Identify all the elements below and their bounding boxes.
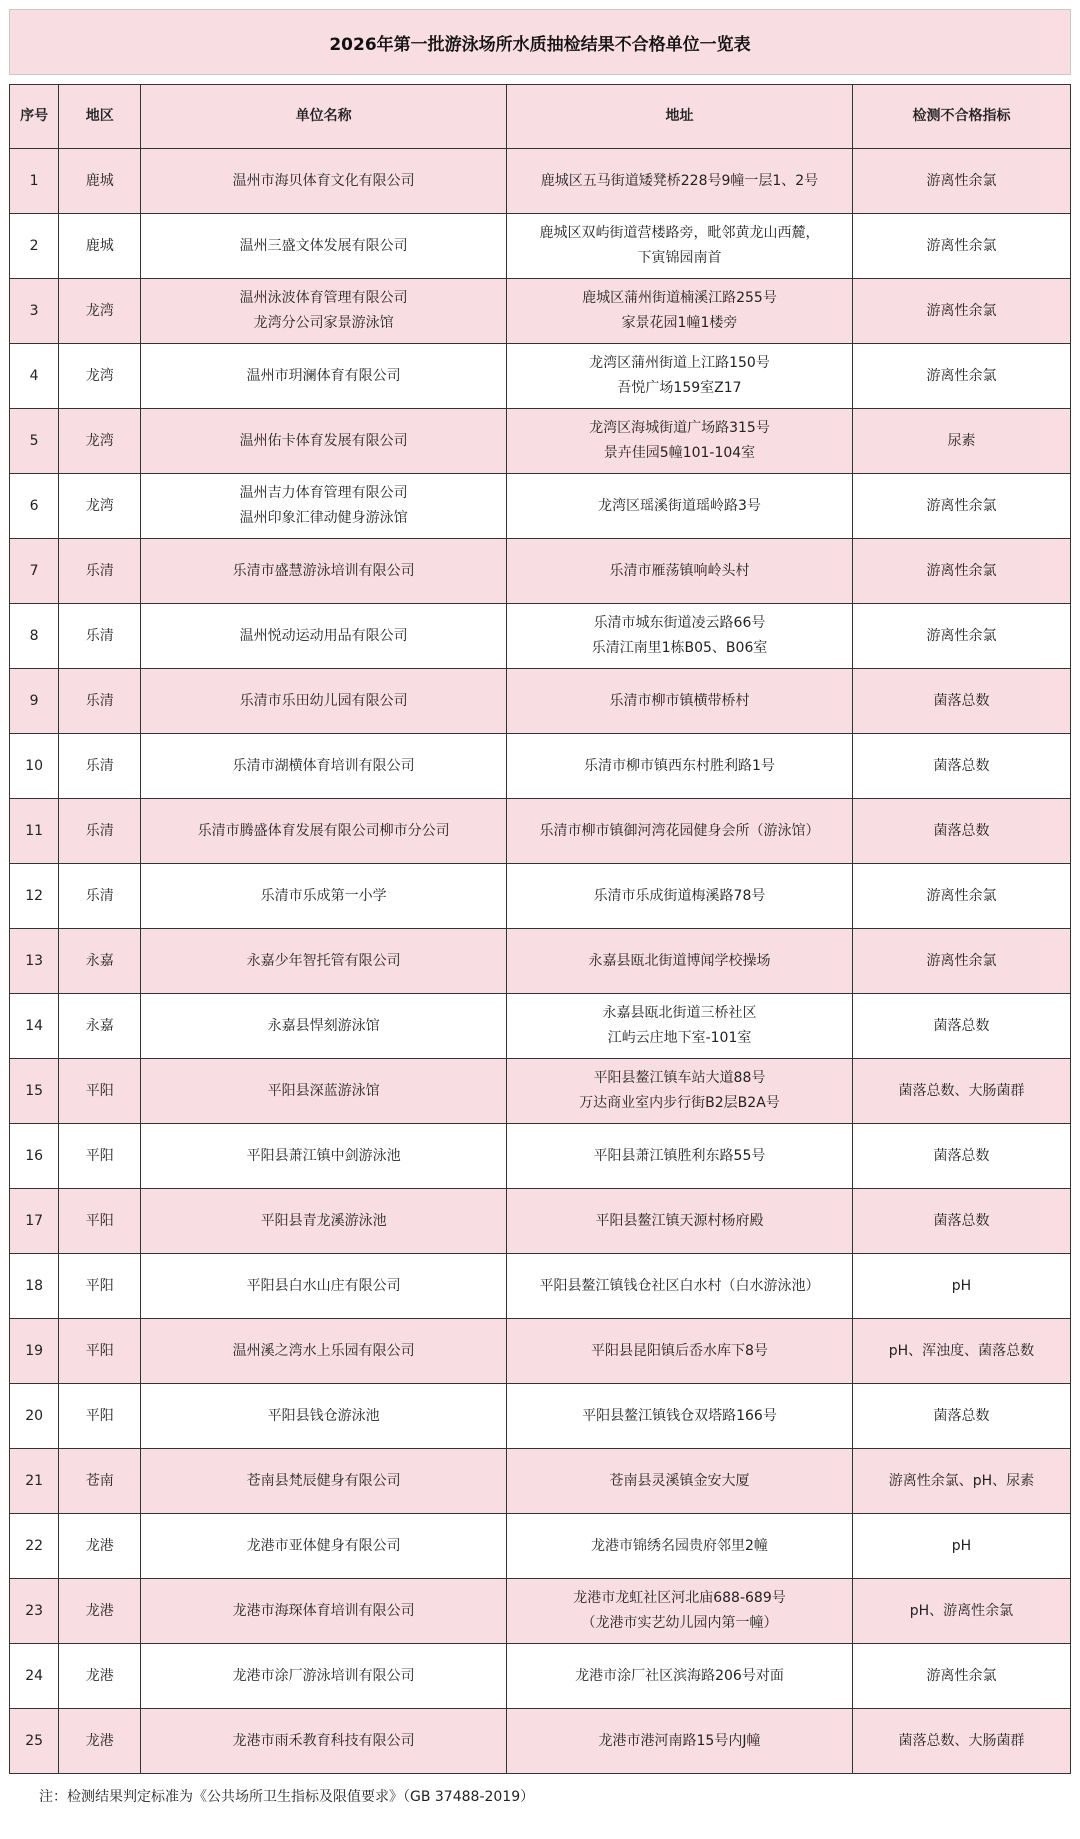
cell-address — [507, 799, 853, 864]
cell-name-line: 乐清市乐成第一小学 — [260, 887, 387, 904]
cell-no: 8 — [10, 604, 59, 669]
cell-area: 乐清 — [59, 864, 141, 929]
cell-address — [507, 1644, 853, 1709]
cell-name-line: 温州印象汇律动健身游泳馆 — [239, 510, 408, 526]
cell-address-line: 乐清市城东街道凌云路66号 — [593, 615, 766, 631]
cell-name — [141, 799, 507, 864]
cell-area: 永嘉 — [59, 929, 141, 994]
cell-name — [141, 474, 507, 539]
cell-name-line: 乐清市腾盛体育发展有限公司柳市分公司 — [197, 822, 450, 839]
table-row — [10, 1514, 1071, 1579]
cell-address-line: 乐清江南里1栋B05、B06室 — [591, 640, 768, 656]
cell-no: 14 — [10, 994, 59, 1059]
table-row — [10, 994, 1071, 1059]
cell-no: 6 — [10, 474, 59, 539]
cell-address — [507, 1579, 853, 1644]
cell-area: 龙湾 — [59, 344, 141, 409]
cell-address — [507, 734, 853, 799]
cell-area: 平阳 — [59, 1254, 141, 1319]
cell-address — [507, 604, 853, 669]
cell-area: 龙港 — [59, 1709, 141, 1774]
cell-area: 平阳 — [59, 1319, 141, 1384]
cell-name-line: 龙港市海琛体育培训有限公司 — [232, 1602, 415, 1619]
cell-name — [141, 1579, 507, 1644]
header-item: 检测不合格指标 — [852, 85, 1070, 149]
cell-address-line: 龙湾区瑶溪街道瑶岭路3号 — [598, 497, 761, 514]
cell-item: 游离性余氯 — [852, 279, 1070, 344]
cell-name — [141, 344, 507, 409]
cell-name — [141, 1254, 507, 1319]
cell-no: 18 — [10, 1254, 59, 1319]
table-title-text: 2026年第一批游泳场所水质抽检结果不合格单位一览表 — [329, 34, 751, 55]
cell-address-line: 鹿城区五马街道矮凳桥228号9幢一层1、2号 — [540, 172, 819, 189]
table-row — [10, 604, 1071, 669]
cell-address-line: 龙湾区蒲州街道上江路150号 — [589, 355, 770, 371]
cell-name — [141, 1449, 507, 1514]
table-row — [10, 214, 1071, 279]
cell-area: 永嘉 — [59, 994, 141, 1059]
document — [9, 9, 1071, 1808]
table-row — [10, 864, 1071, 929]
cell-no: 24 — [10, 1644, 59, 1709]
cell-address — [507, 864, 853, 929]
cell-address-line: 平阳县昆阳镇后岙水库下8号 — [591, 1342, 768, 1359]
cell-area: 龙湾 — [59, 409, 141, 474]
table-row — [10, 1644, 1071, 1709]
cell-name-line: 温州市海贝体育文化有限公司 — [232, 172, 415, 189]
cell-area: 龙港 — [59, 1579, 141, 1644]
cell-item: 菌落总数 — [852, 1124, 1070, 1189]
cell-name-line: 平阳县钱仓游泳池 — [267, 1407, 380, 1424]
header-row — [10, 85, 1071, 149]
cell-area: 鹿城 — [59, 214, 141, 279]
table-row — [10, 149, 1071, 214]
cell-name — [141, 1514, 507, 1579]
cell-address-line: 吾悦广场159室Z17 — [617, 380, 742, 396]
cell-address — [507, 409, 853, 474]
cell-item: pH — [852, 1514, 1070, 1579]
cell-address — [507, 669, 853, 734]
cell-name — [141, 929, 507, 994]
table-row — [10, 929, 1071, 994]
cell-name-line: 温州佑卡体育发展有限公司 — [239, 432, 408, 449]
cell-item: 游离性余氯 — [852, 149, 1070, 214]
cell-address-line: 龙港市港河南路15号内J幢 — [598, 1732, 761, 1749]
cell-area: 苍南 — [59, 1449, 141, 1514]
table-row — [10, 1319, 1071, 1384]
header-area: 地区 — [59, 85, 141, 149]
cell-item: 菌落总数 — [852, 734, 1070, 799]
cell-name — [141, 1709, 507, 1774]
cell-address — [507, 1254, 853, 1319]
table-row — [10, 1254, 1071, 1319]
cell-address-line: 平阳县萧江镇胜利东路55号 — [593, 1147, 766, 1164]
cell-address — [507, 539, 853, 604]
cell-no: 19 — [10, 1319, 59, 1384]
cell-name-line: 温州吉力体育管理有限公司 — [239, 485, 408, 501]
cell-name — [141, 1189, 507, 1254]
cell-no: 16 — [10, 1124, 59, 1189]
cell-no: 5 — [10, 409, 59, 474]
cell-no: 20 — [10, 1384, 59, 1449]
cell-item: 游离性余氯 — [852, 864, 1070, 929]
cell-area: 龙湾 — [59, 474, 141, 539]
table-body — [10, 149, 1071, 1774]
cell-name-line: 乐清市湖横体育培训有限公司 — [232, 757, 415, 774]
cell-no: 12 — [10, 864, 59, 929]
cell-area: 龙港 — [59, 1644, 141, 1709]
cell-item: 游离性余氯 — [852, 474, 1070, 539]
cell-address-line: 永嘉县瓯北街道三桥社区 — [602, 1005, 757, 1021]
cell-area: 鹿城 — [59, 149, 141, 214]
cell-area: 乐清 — [59, 669, 141, 734]
cell-item: 菌落总数 — [852, 994, 1070, 1059]
cell-area: 乐清 — [59, 604, 141, 669]
table-row — [10, 409, 1071, 474]
cell-name-line: 平阳县萧江镇中剑游泳池 — [246, 1147, 401, 1164]
cell-area: 平阳 — [59, 1189, 141, 1254]
cell-name — [141, 1059, 507, 1124]
cell-address-line: 景卉佳园5幢101-104室 — [603, 445, 756, 461]
cell-area: 平阳 — [59, 1124, 141, 1189]
table-row — [10, 734, 1071, 799]
table-row — [10, 344, 1071, 409]
cell-area: 乐清 — [59, 799, 141, 864]
cell-name-line: 乐清市盛慧游泳培训有限公司 — [232, 562, 415, 579]
cell-address-line: 下寅锦园南首 — [637, 250, 722, 266]
cell-address — [507, 474, 853, 539]
cell-name-line: 龙湾分公司家景游泳馆 — [253, 315, 394, 331]
cell-name-line: 龙港市亚体健身有限公司 — [246, 1537, 401, 1554]
cell-no: 25 — [10, 1709, 59, 1774]
cell-name — [141, 604, 507, 669]
cell-item: pH、游离性余氯 — [852, 1579, 1070, 1644]
table-row — [10, 1709, 1071, 1774]
cell-item: 游离性余氯 — [852, 344, 1070, 409]
cell-address-line: 苍南县灵溪镇金安大厦 — [609, 1472, 750, 1489]
cell-name — [141, 1384, 507, 1449]
cell-address — [507, 1449, 853, 1514]
cell-no: 13 — [10, 929, 59, 994]
cell-name — [141, 994, 507, 1059]
table-row — [10, 799, 1071, 864]
cell-address — [507, 929, 853, 994]
cell-address-line: 家景花园1幢1楼旁 — [621, 315, 738, 331]
cell-area: 平阳 — [59, 1059, 141, 1124]
cell-no: 3 — [10, 279, 59, 344]
cell-item: 菌落总数、大肠菌群 — [852, 1709, 1070, 1774]
cell-name — [141, 1644, 507, 1709]
cell-no: 21 — [10, 1449, 59, 1514]
results-table — [9, 84, 1071, 1774]
cell-address — [507, 149, 853, 214]
cell-address — [507, 994, 853, 1059]
cell-no: 1 — [10, 149, 59, 214]
cell-address-line: 龙湾区海城街道广场路315号 — [589, 420, 770, 436]
cell-item: 尿素 — [852, 409, 1070, 474]
cell-address — [507, 1124, 853, 1189]
cell-address-line: 平阳县鳌江镇钱仓双塔路166号 — [582, 1407, 777, 1424]
cell-address — [507, 1059, 853, 1124]
cell-address-line: 龙港市涂厂社区滨海路206号对面 — [575, 1667, 784, 1684]
cell-name — [141, 409, 507, 474]
cell-address-line: 乐清市柳市镇御河湾花园健身会所（游泳馆） — [539, 822, 820, 839]
cell-no: 11 — [10, 799, 59, 864]
cell-name-line: 温州三盛文体发展有限公司 — [239, 237, 408, 254]
cell-address-line: 万达商业室内步行街B2层B2A号 — [579, 1095, 780, 1111]
cell-address-line: 龙港市锦绣名园贵府邻里2幢 — [591, 1537, 768, 1554]
cell-address-line: 乐清市柳市镇横带桥村 — [609, 692, 750, 709]
cell-name — [141, 734, 507, 799]
table-title — [9, 9, 1071, 75]
cell-name — [141, 214, 507, 279]
cell-address — [507, 1189, 853, 1254]
cell-area: 乐清 — [59, 734, 141, 799]
cell-no: 9 — [10, 669, 59, 734]
table-row — [10, 1384, 1071, 1449]
cell-name-line: 平阳县青龙溪游泳池 — [260, 1212, 387, 1229]
table-row — [10, 539, 1071, 604]
cell-address-line: 乐清市柳市镇西东村胜利路1号 — [584, 757, 775, 774]
cell-name-line: 平阳县深蓝游泳馆 — [267, 1082, 380, 1099]
cell-address-line: 平阳县鳌江镇钱仓社区白水村（白水游泳池） — [539, 1277, 820, 1294]
cell-address — [507, 1709, 853, 1774]
cell-address — [507, 344, 853, 409]
cell-name-line: 平阳县白水山庄有限公司 — [246, 1277, 401, 1294]
cell-area: 平阳 — [59, 1384, 141, 1449]
cell-address — [507, 1319, 853, 1384]
cell-address-line: 江屿云庄地下室-101室 — [607, 1030, 752, 1046]
header-no: 序号 — [10, 85, 59, 149]
table-row — [10, 1579, 1071, 1644]
cell-area: 龙湾 — [59, 279, 141, 344]
cell-item: 游离性余氯 — [852, 539, 1070, 604]
cell-no: 4 — [10, 344, 59, 409]
cell-no: 15 — [10, 1059, 59, 1124]
table-row — [10, 474, 1071, 539]
cell-name-line: 温州溪之湾水上乐园有限公司 — [232, 1342, 415, 1359]
table-row — [10, 669, 1071, 734]
table-row — [10, 1059, 1071, 1124]
cell-name — [141, 1319, 507, 1384]
cell-address — [507, 1384, 853, 1449]
cell-item: 菌落总数 — [852, 1384, 1070, 1449]
cell-name-line: 温州悦动运动用品有限公司 — [239, 627, 408, 644]
cell-name-line: 温州市玥澜体育有限公司 — [246, 367, 401, 384]
cell-item: 菌落总数 — [852, 1189, 1070, 1254]
cell-address — [507, 279, 853, 344]
cell-area: 乐清 — [59, 539, 141, 604]
cell-item: 游离性余氯 — [852, 604, 1070, 669]
cell-no: 22 — [10, 1514, 59, 1579]
cell-name — [141, 539, 507, 604]
cell-name-line: 永嘉县悍刻游泳馆 — [267, 1017, 380, 1034]
cell-name — [141, 279, 507, 344]
cell-item: 菌落总数 — [852, 669, 1070, 734]
table-row — [10, 1189, 1071, 1254]
cell-item: 菌落总数 — [852, 799, 1070, 864]
cell-name — [141, 669, 507, 734]
cell-address — [507, 214, 853, 279]
table-row — [10, 1449, 1071, 1514]
cell-address-line: 平阳县鳌江镇车站大道88号 — [593, 1070, 766, 1086]
cell-no: 7 — [10, 539, 59, 604]
table-row — [10, 1124, 1071, 1189]
cell-address-line: 鹿城区双屿街道营楼路旁，毗邻黄龙山西麓， — [539, 225, 820, 241]
cell-address-line: 永嘉县瓯北街道博闻学校操场 — [588, 952, 771, 969]
cell-name-line: 温州泳波体育管理有限公司 — [239, 290, 408, 306]
footnote: 注：检测结果判定标准为《公共场所卫生指标及限值要求》（GB 37488-2019） — [39, 1789, 535, 1805]
cell-item: pH — [852, 1254, 1070, 1319]
cell-name — [141, 149, 507, 214]
header-address: 地址 — [507, 85, 853, 149]
cell-item: 游离性余氯 — [852, 1644, 1070, 1709]
cell-item: 菌落总数、大肠菌群 — [852, 1059, 1070, 1124]
cell-item: pH、浑浊度、菌落总数 — [852, 1319, 1070, 1384]
cell-item: 游离性余氯 — [852, 214, 1070, 279]
cell-no: 2 — [10, 214, 59, 279]
cell-address — [507, 1514, 853, 1579]
cell-area: 龙港 — [59, 1514, 141, 1579]
cell-name-line: 龙港市雨禾教育科技有限公司 — [232, 1732, 415, 1749]
cell-item: 游离性余氯、pH、尿素 — [852, 1449, 1070, 1514]
header-name: 单位名称 — [141, 85, 507, 149]
cell-name — [141, 864, 507, 929]
cell-name-line: 龙港市涂厂游泳培训有限公司 — [232, 1667, 415, 1684]
cell-address-line: 乐清市乐成街道梅溪路78号 — [593, 887, 766, 904]
cell-no: 23 — [10, 1579, 59, 1644]
cell-name-line: 乐清市乐田幼儿园有限公司 — [239, 692, 408, 709]
cell-item: 游离性余氯 — [852, 929, 1070, 994]
cell-name-line: 苍南县梵辰健身有限公司 — [246, 1472, 401, 1489]
cell-no: 10 — [10, 734, 59, 799]
cell-no: 17 — [10, 1189, 59, 1254]
cell-address-line: （龙港市实艺幼儿园内第一幢） — [581, 1615, 778, 1631]
cell-address-line: 龙港市龙虹社区河北庙688-689号 — [573, 1590, 786, 1606]
cell-name — [141, 1124, 507, 1189]
table-row — [10, 279, 1071, 344]
cell-address-line: 乐清市雁荡镇响岭头村 — [609, 562, 750, 579]
cell-address-line: 鹿城区蒲州街道楠溪江路255号 — [582, 290, 777, 306]
cell-address-line: 平阳县鳌江镇天源村杨府殿 — [595, 1212, 764, 1229]
cell-name-line: 永嘉少年智托管有限公司 — [246, 952, 401, 969]
